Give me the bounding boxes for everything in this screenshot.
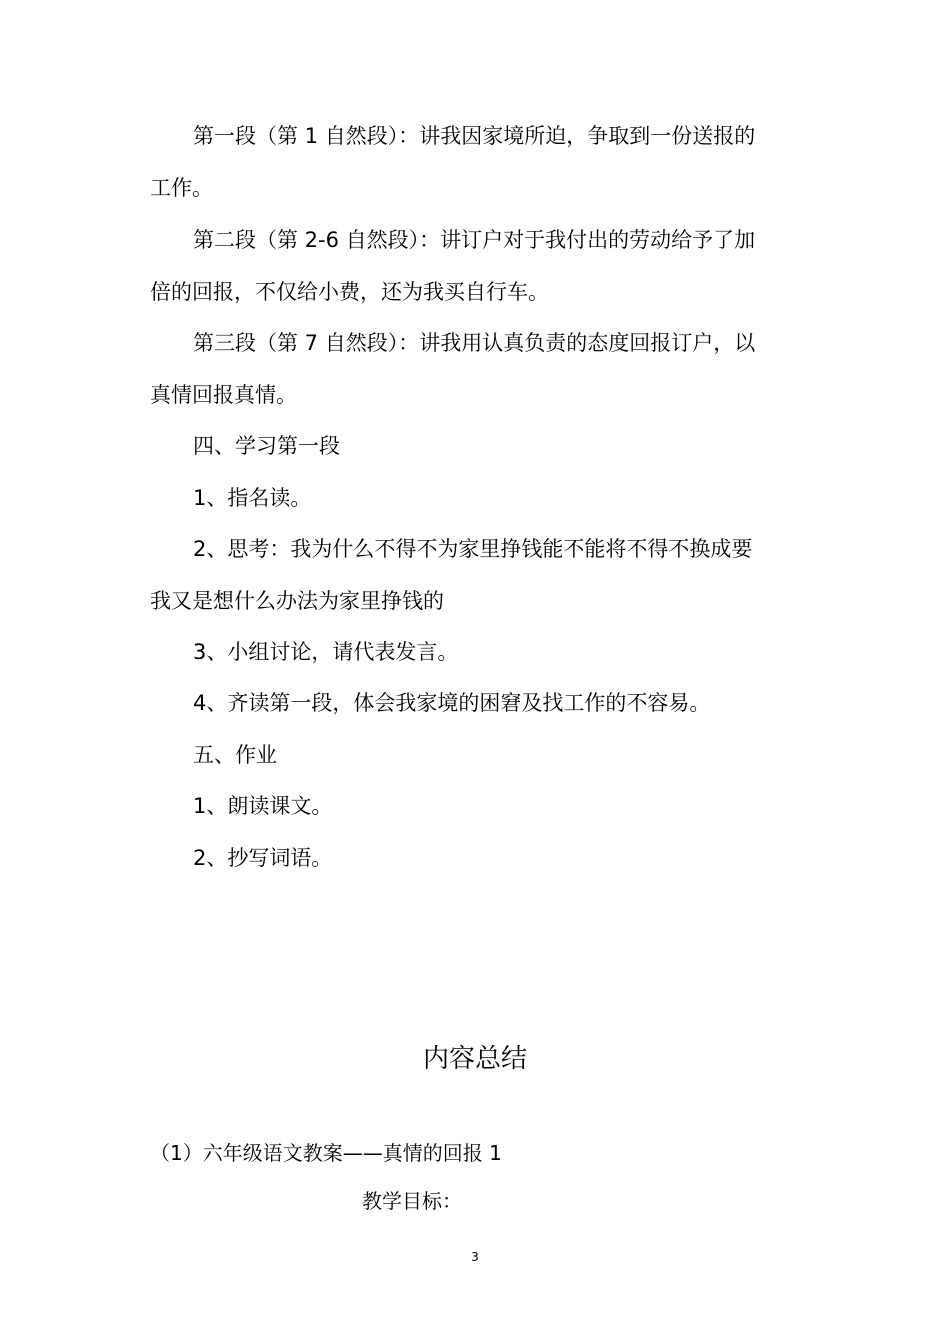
summary-item: （1）六年级语文教案——真情的回报 1 (150, 1141, 502, 1165)
summary-title: 内容总结 (422, 1044, 527, 1074)
paragraph-line: 真情回报真情。 (150, 383, 297, 407)
list-item-continuation: 我又是想什么办法为家里挣钱的 (150, 589, 444, 613)
list-item: 1、指名读。 (193, 486, 312, 510)
paragraph-line: 工作。 (150, 176, 213, 200)
list-item: 2、抄写词语。 (193, 846, 333, 870)
page-number: 3 (471, 1250, 479, 1264)
paragraph-line: 第一段（第 1 自然段）：讲我因家境所迫，争取到一份送报的 (193, 124, 756, 148)
list-item: 3、小组讨论，请代表发言。 (193, 640, 459, 664)
section-heading: 五、作业 (193, 743, 277, 767)
paragraph-line: 倍的回报，不仅给小费，还为我买自行车。 (150, 280, 549, 304)
section-heading: 四、学习第一段 (193, 434, 340, 458)
paragraph-line: 第二段（第 2-6 自然段）：讲订户对于我付出的劳动给予了加 (193, 228, 756, 252)
paragraph-line: 第三段（第 7 自然段）：讲我用认真负责的态度回报订户，以 (193, 331, 756, 355)
list-item: 4、齐读第一段，体会我家境的困窘及找工作的不容易。 (193, 691, 711, 715)
list-item: 2、思考：我为什么不得不为家里挣钱能不能将不得不换成要 (193, 537, 753, 561)
list-item: 1、朗读课文。 (193, 794, 333, 818)
goal-heading: 教学目标： (362, 1189, 462, 1213)
